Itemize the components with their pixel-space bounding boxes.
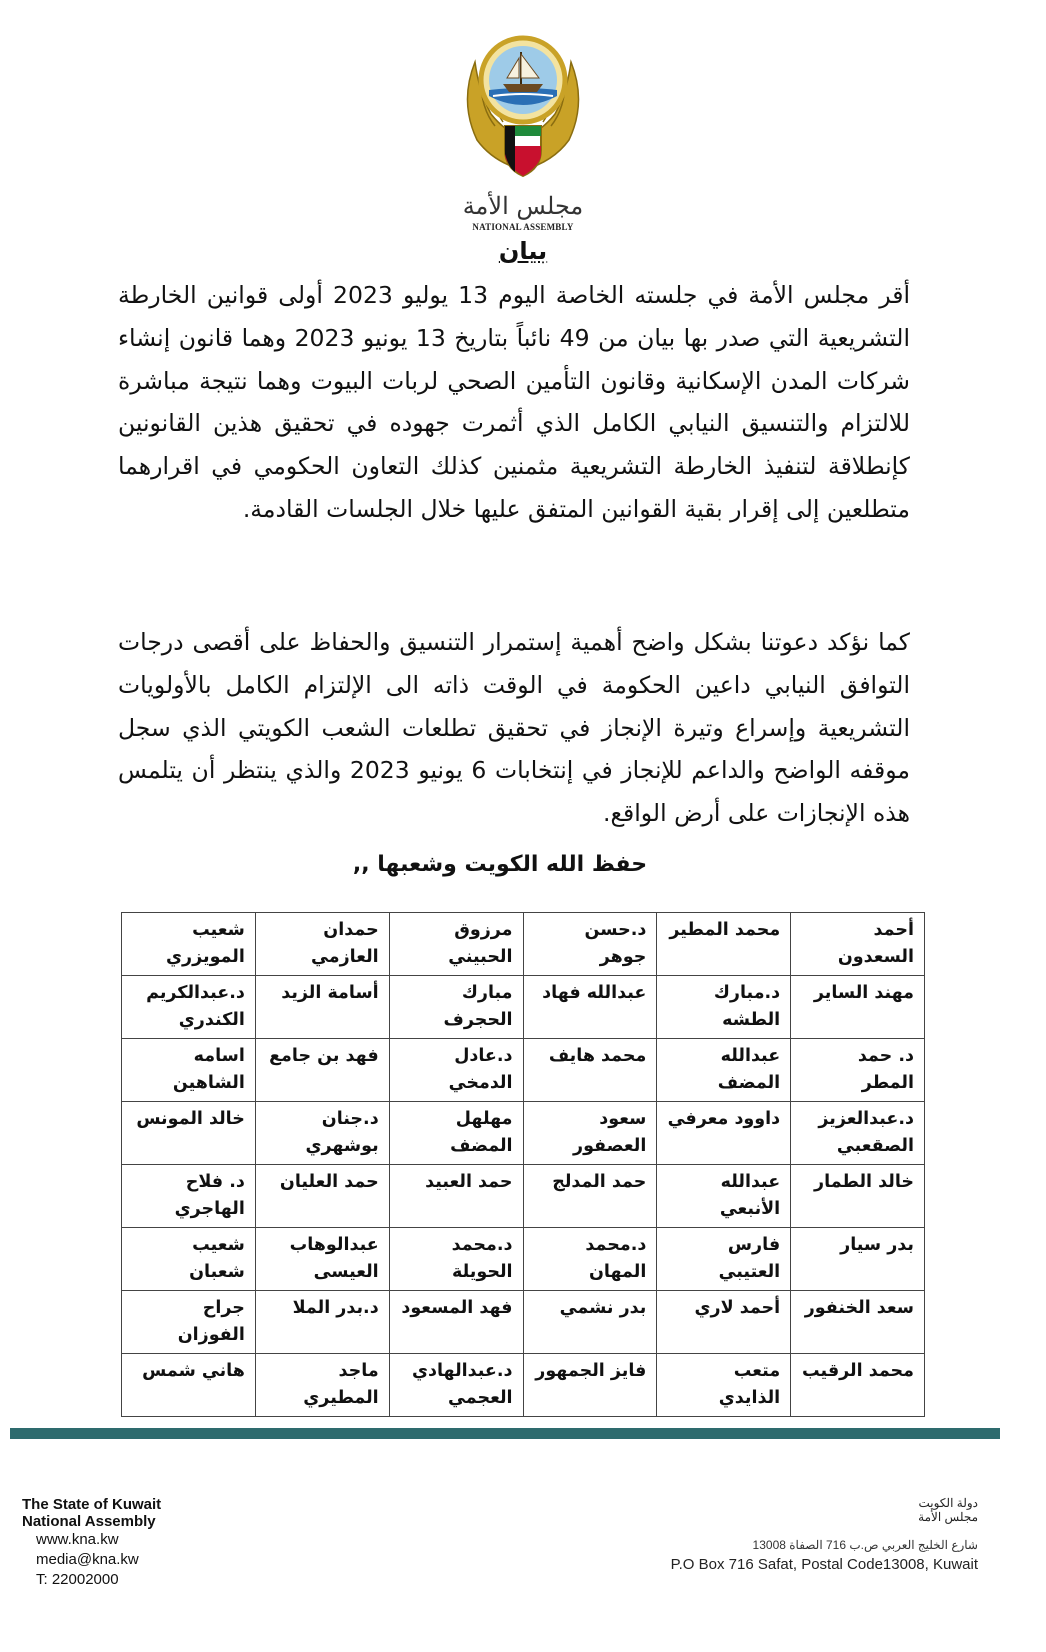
signatory-name: عبدالله المضف: [657, 1039, 791, 1102]
signatory-name: جراح الفوزان: [122, 1291, 256, 1354]
signatory-name: عبدالوهاب العيسى: [255, 1228, 389, 1291]
signatory-name: بدر نشمي: [523, 1291, 657, 1354]
signatory-name: د.بدر الملا: [255, 1291, 389, 1354]
footer-email-link[interactable]: media@kna.kw: [36, 1551, 139, 1568]
signatory-name: فارس العتيبي: [657, 1228, 791, 1291]
signatory-name: هاني شمس: [122, 1354, 256, 1417]
footer-state-name: The State of Kuwait: [22, 1496, 162, 1513]
signatory-name: سعود العصفور: [523, 1102, 657, 1165]
table-row: [122, 976, 925, 1039]
footer-website-link[interactable]: www.kna.kw: [36, 1531, 119, 1548]
signatory-name: أحمد لاري: [657, 1291, 791, 1354]
signatory-name: سعد الخنفور: [791, 1291, 925, 1354]
signatory-name: د.مبارك الطشه: [657, 976, 791, 1039]
footer-address-arabic: شارع الخليج العربي ص.ب 716 الصفاة 13008: [752, 1538, 978, 1552]
signatory-name: حمد العليان: [255, 1165, 389, 1228]
signatory-name: عبدالله فهاد: [523, 976, 657, 1039]
logo-english-name: NATIONAL ASSEMBLY: [472, 222, 574, 232]
footer-address-block: [558, 1496, 978, 1573]
signatory-name: د.عبدالكريم الكندري: [122, 976, 256, 1039]
signatory-name: د.محمد الحويلة: [389, 1228, 523, 1291]
signatory-name: داوود معرفي: [657, 1102, 791, 1165]
table-row: [122, 1102, 925, 1165]
signatory-name: د.جنان بوشهري: [255, 1102, 389, 1165]
signatory-name: محمد المطير: [657, 913, 791, 976]
statement-paragraph-2: كما نؤكد دعوتنا بشكل واضح أهمية إستمرار التنسيق والحفاظ على أقصى درجات التوافق النيابي داعين الحكومة في الوقت ذاته الى الإلتزام الكامل بالأولويات التشريعية وإسراع وتيرة الإنجاز في تحقيق تطلعات الشعب الكويتي الذي سجل موقفه الواضح والداعم للإنجاز في إنتخابات 6 يونيو 2023 والذي ينتظر أن يتلمس هذه الإنجازات على أرض الواقع.: [118, 628, 910, 828]
signatory-name: د.محمد المهان: [523, 1228, 657, 1291]
signatory-name: خالد الطمار: [791, 1165, 925, 1228]
footer-state-arabic: دولة الكويت: [918, 1496, 978, 1510]
signatories-table: [121, 912, 925, 1417]
statement-paragraph-1: أقر مجلس الأمة في جلسته الخاصة اليوم 13 يوليو 2023 أولى قوانين الخارطة التشريعية التي صدر بها بيان من 49 نائباً بتاريخ 13 يونيو 2023 وهما قانون إنشاء شركات المدن الإسكانية وقانون التأمين الصحي لربات البيوت وهما نتيجة مباشرة للالتزام والتنسيق النيابي الكامل الذي أثمرت جهوده في تحقيق هذين القانونين كإنطلاقة لتنفيذ الخارطة التشريعية مثمنين كذلك التعاون الحكومي في اقرارهما متطلعين إلى إقرار بقية القوانين المتفق عليها خلال الجلسات القادمة.: [118, 281, 910, 523]
signatory-name: بدر سيار: [791, 1228, 925, 1291]
national-assembly-logo: [455, 22, 591, 232]
table-row: [122, 913, 925, 976]
signatory-name: محمد هايف: [523, 1039, 657, 1102]
signatory-name: فهد بن جامع: [255, 1039, 389, 1102]
signatory-name: فايز الجمهور: [523, 1354, 657, 1417]
footer-contact-english: [22, 1496, 352, 1590]
signatory-name: حمد العبيد: [389, 1165, 523, 1228]
signatory-name: عبدالله الأنبعي: [657, 1165, 791, 1228]
table-row: [122, 1039, 925, 1102]
signatory-name: أسامة الزيد: [255, 976, 389, 1039]
signatory-name: د.حسن جوهر: [523, 913, 657, 976]
signatory-name: د.عادل الدمخي: [389, 1039, 523, 1102]
kuwait-emblem-icon: [455, 22, 591, 200]
signatory-name: د.عبدالعزيز الصقعبي: [791, 1102, 925, 1165]
table-row: [122, 1354, 925, 1417]
signatory-name: حمد المدلج: [523, 1165, 657, 1228]
closing-line: حفظ الله الكويت وشعبها ,,: [352, 852, 648, 877]
statement-title: بيان: [498, 237, 548, 265]
signatory-name: د. فلاح الهاجري: [122, 1165, 256, 1228]
signatory-name: مرزوق الحبيني: [389, 913, 523, 976]
footer-divider: [10, 1428, 1000, 1439]
signatory-name: أحمد السعدون: [791, 913, 925, 976]
signatory-name: مهلهل المضف: [389, 1102, 523, 1165]
logo-arabic-name: مجلس الأمة: [462, 192, 584, 220]
signatory-name: اسامه الشاهين: [122, 1039, 256, 1102]
signatory-name: حمدان العازمي: [255, 913, 389, 976]
signatory-name: فهد المسعود: [389, 1291, 523, 1354]
signatory-name: مبارك الحجرف: [389, 976, 523, 1039]
table-row: [122, 1165, 925, 1228]
footer-assembly-arabic: مجلس الأمة: [918, 1510, 978, 1524]
signatory-name: ماجد المطيري: [255, 1354, 389, 1417]
table-row: [122, 1228, 925, 1291]
signatory-name: شعيب شعبان: [122, 1228, 256, 1291]
signatory-name: شعيب المويزري: [122, 913, 256, 976]
signatory-name: خالد المونس: [122, 1102, 256, 1165]
footer-assembly-name: National Assembly: [22, 1513, 156, 1530]
signatory-name: مهند الساير: [791, 976, 925, 1039]
signatory-name: د. حمد المطر: [791, 1039, 925, 1102]
signatory-name: متعب الذايدي: [657, 1354, 791, 1417]
signatory-name: د.عبدالهادي العجمي: [389, 1354, 523, 1417]
footer-phone: T: 22002000: [36, 1571, 119, 1588]
table-row: [122, 1291, 925, 1354]
footer-address-english: P.O Box 716 Safat, Postal Code13008, Kuwait: [670, 1556, 978, 1573]
signatory-name: محمد الرقيب: [791, 1354, 925, 1417]
